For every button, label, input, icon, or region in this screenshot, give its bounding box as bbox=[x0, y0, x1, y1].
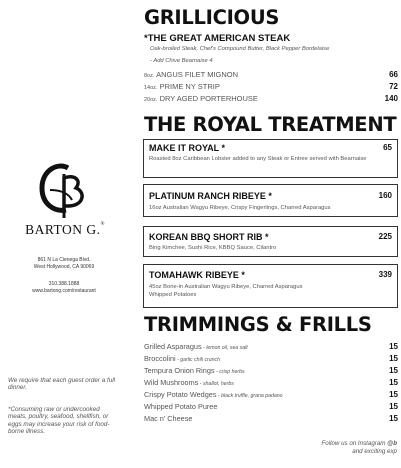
bg-monogram-logo bbox=[28, 160, 100, 220]
trimming-row: Broccolini - garlic chili crunch 15 bbox=[144, 354, 398, 363]
address-city: West Hollywood, CA 90069 bbox=[33, 264, 95, 270]
website-link[interactable]: www.bartong.com/restaurant bbox=[32, 288, 96, 294]
royal-card: TOMAHAWK RIBEYE * 339 45oz Bone-in Australian Wagyu Ribeye, Charred Asparagus Whipped Potatoes bbox=[143, 264, 398, 308]
guest-order-note: We require that each guest order a full dinner. bbox=[8, 377, 115, 392]
instagram-handle[interactable]: @b bbox=[387, 440, 397, 447]
section-title-grillicious: GRILLICIOUS bbox=[144, 6, 280, 29]
royal-card: MAKE IT ROYAL * 65 Roasted 8oz Caribbean Lobster added to any Steak or Entree served with Bearnaise bbox=[143, 139, 398, 178]
steak-row: 8oz. ANGUS FILET MIGNON 66 bbox=[144, 70, 398, 79]
trimming-row: Mac n' Cheese 15 bbox=[144, 414, 398, 423]
steak-row: 14oz. PRIME NY STRIP 72 bbox=[144, 82, 398, 91]
trimming-row: Wild Mushrooms - shallot, herbs 15 bbox=[144, 378, 398, 387]
royal-card: PLATINUM RANCH RIBEYE * 160 16oz Australian Wagyu Ribeye, Crispy Fingerlings, Charred Asparagus bbox=[143, 184, 398, 217]
phone-number: 310.388.1888 bbox=[48, 281, 80, 287]
section-title-royal: THE ROYAL TREATMENT bbox=[144, 113, 397, 136]
feature-desc: Oak-broiled Steak, Chef's Compound Butter, Black Pepper Bordelaise bbox=[150, 46, 330, 52]
trimming-row: Crispy Potato Wedges - black truffle, grana padano 15 bbox=[144, 390, 398, 399]
royal-card: KOREAN BBQ SHORT RIB * 225 Bing Kimchee, Sushi Rice, KBBQ Sauce, Cilantro bbox=[143, 226, 398, 257]
menu-column bbox=[141, 0, 401, 468]
brand-column bbox=[0, 0, 128, 468]
instagram-follow: Follow us on Instagram @b and exciting exp bbox=[321, 440, 397, 455]
feature-title: *THE GREAT AMERICAN STEAK bbox=[144, 33, 291, 44]
address-street: 861 N La Cienega Blvd. bbox=[37, 257, 91, 263]
brand-name: BARTON G.® bbox=[25, 222, 105, 237]
steak-row: 20oz. DRY AGED PORTERHOUSE 140 bbox=[144, 94, 398, 103]
trimming-row: Tempura Onion Rings - crisp herbs 15 bbox=[144, 366, 398, 375]
trimming-row: Grilled Asparagus - lemon oil, sea salt 15 bbox=[144, 342, 398, 351]
feature-addon: - Add Chive Bearnaise 4 bbox=[150, 58, 213, 64]
consumption-warning: *Consuming raw or undercooked meats, poultry, seafood, shellfish, or eggs may increase your risk of food-borne illness. bbox=[8, 406, 110, 436]
trimming-row: Whipped Potato Puree 15 bbox=[144, 402, 398, 411]
section-title-trimmings: TRIMMINGS & FRILLS bbox=[144, 313, 372, 336]
